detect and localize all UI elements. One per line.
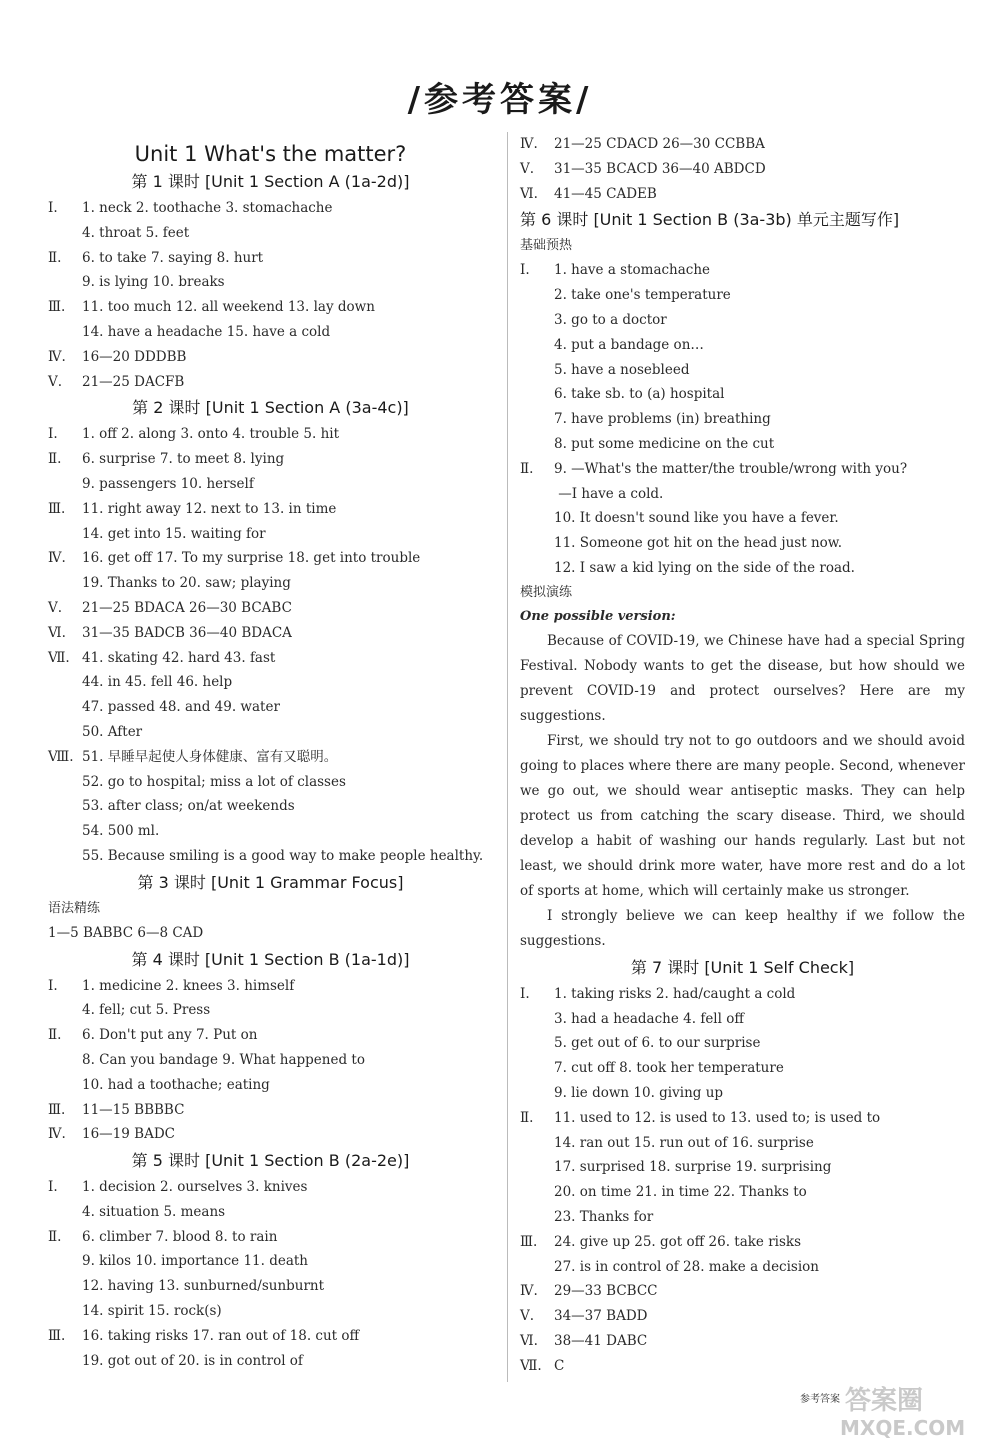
answer-row (520, 1056, 965, 1081)
answer-text: 21—25 BDACA 26—30 BCABC (82, 599, 292, 616)
answer-text: 44. in 45. fell 46. help (82, 674, 233, 691)
watermark-url: MXQE.COM (840, 1416, 966, 1440)
answer-row (48, 522, 493, 547)
section-mark: Ⅵ. (520, 1332, 538, 1349)
section-mark: Ⅰ. (520, 262, 530, 279)
answer-row (48, 794, 493, 819)
answer-row (520, 457, 965, 482)
answer-text: 31—35 BCACD 36—40 ABDCD (554, 160, 766, 177)
section-mark: Ⅰ. (48, 426, 58, 443)
answer-text: 11. too much 12. all weekend 13. lay down (82, 299, 375, 316)
answer-row (520, 1180, 965, 1205)
answer-text: 53. after class; on/at weekends (82, 798, 295, 815)
answer-row (520, 382, 965, 407)
answer-text: 1. neck 2. toothache 3. stomachache (82, 200, 333, 216)
answer-row (48, 1349, 493, 1374)
answer-text: 14. spirit 15. rock(s) (82, 1303, 222, 1320)
section-mark: Ⅶ. (48, 649, 70, 666)
section-mark: Ⅱ. (520, 460, 534, 477)
answer-row (48, 1324, 493, 1349)
answer-row (48, 1225, 493, 1250)
answer-text: 24. give up 25. got off 26. take risks (554, 1233, 802, 1250)
lesson-title: 第 6 课时 [Unit 1 Section B (3a-3b) 单元主题写作] (520, 210, 900, 230)
section-mark: Ⅳ. (48, 550, 66, 567)
answer-row (48, 621, 493, 646)
answer-text: 5. have a nosebleed (554, 361, 690, 378)
answer-text: 3. had a headache 4. fell off (554, 1010, 744, 1027)
answer-row (520, 1304, 965, 1329)
section-mark: Ⅴ. (48, 373, 63, 390)
answer-row (520, 407, 965, 432)
lesson-title: 第 1 课时 [Unit 1 Section A (1a-2d)] (131, 172, 410, 191)
answer-text: 8. put some medicine on the cut (554, 435, 775, 452)
answer-text: 23. Thanks for (554, 1208, 654, 1225)
section-mark: Ⅵ. (520, 185, 538, 202)
answer-text: 9. passengers 10. herself (82, 475, 254, 492)
section-mark: Ⅰ. (48, 1179, 58, 1196)
lesson-title: 第 2 课时 [Unit 1 Section A (3a-4c)] (132, 398, 409, 418)
section-mark: Ⅳ. (48, 348, 66, 365)
section-mark: Ⅷ. (48, 748, 74, 765)
essay-paragraph: Because of COVID-19, we Chinese have had a special Spring Festival. Nobody wants to get the disease, but how should we prevent COVID-19 and protect ourselves? Here are my suggestions. (520, 632, 965, 724)
answer-text: 16—19 BADC (82, 1126, 175, 1143)
version-label: One possible version: (520, 608, 676, 624)
answer-text: 55. Because smiling is a good way to make people healthy. (82, 847, 484, 864)
answer-text: 50. After (82, 723, 143, 740)
answer-text: 21—25 CDACD 26—30 CCBBA (554, 136, 765, 152)
answer-text: 6. take sb. to (a) hospital (554, 386, 725, 403)
answer-text: 11. Someone got hit on the head just now. (554, 535, 843, 552)
answer-row (520, 333, 965, 358)
section-mark: Ⅱ. (48, 451, 62, 468)
answer-row (48, 497, 493, 522)
answer-text: 54. 500 ml. (82, 823, 160, 840)
answer-row (520, 358, 965, 383)
answer-row (48, 998, 493, 1023)
answer-text: 11—15 BBBBC (82, 1101, 185, 1118)
answer-row (48, 270, 493, 295)
answer-row (520, 258, 965, 283)
answer-row (520, 283, 965, 308)
answer-text: 27. is in control of 28. make a decision (554, 1258, 820, 1275)
answer-row (520, 432, 965, 457)
subsection-label: 语法精练 (48, 900, 101, 916)
answer-row (48, 1200, 493, 1225)
answer-text: 1. decision 2. ourselves 3. knives (82, 1179, 308, 1196)
answer-text: 1. have a stomachache (554, 262, 711, 279)
answer-row (48, 745, 493, 770)
section-mark: Ⅴ. (520, 1308, 535, 1325)
answer-row (520, 1329, 965, 1354)
answer-text: 41. skating 42. hard 43. fast (82, 649, 276, 666)
lesson-title: 第 5 课时 [Unit 1 Section B (2a-2e)] (131, 1151, 410, 1171)
unit-title: Unit 1 What's the matter? (134, 142, 407, 166)
answer-text: 9. kilos 10. importance 11. death (82, 1253, 309, 1270)
answer-text: 34—37 BADD (554, 1308, 648, 1325)
answer-row (520, 1106, 965, 1131)
answer-row (48, 1023, 493, 1048)
section-mark: Ⅲ. (48, 1327, 66, 1344)
answer-text: 9. is lying 10. breaks (82, 274, 225, 291)
section-mark: Ⅱ. (48, 1027, 62, 1044)
answer-row (48, 1048, 493, 1073)
answer-text: 29—33 BCBCC (554, 1283, 658, 1300)
answer-text: 14. get into 15. waiting for (82, 525, 266, 542)
answer-row (48, 819, 493, 844)
answer-row (48, 596, 493, 621)
answer-text: 38—41 DABC (554, 1332, 648, 1349)
answer-row (520, 982, 965, 1007)
section-mark: Ⅲ. (520, 1233, 538, 1250)
answer-row: 1—5 BABBC 6—8 CAD (48, 924, 204, 941)
left-column (48, 132, 493, 1373)
answer-row (520, 482, 965, 507)
lesson-title: 第 4 课时 [Unit 1 Section B (1a-1d)] (131, 949, 410, 969)
answer-text: C (554, 1357, 565, 1374)
answer-text: 11. right away 12. next to 13. in time (82, 500, 337, 517)
answer-row (48, 320, 493, 345)
answer-text: 3. go to a doctor (554, 311, 667, 328)
answer-text: 6. surprise 7. to meet 8. lying (82, 451, 285, 468)
answer-text: 7. have problems (in) breathing (554, 411, 771, 428)
answer-row (520, 1155, 965, 1180)
answer-row (48, 720, 493, 745)
answer-row (48, 670, 493, 695)
section-mark: Ⅰ. (48, 200, 58, 216)
lesson-title: 第 3 课时 [Unit 1 Grammar Focus] (137, 872, 404, 892)
essay-paragraph: I strongly believe we can keep healthy if we follow the suggestions. (520, 907, 965, 949)
answer-text: 19. Thanks to 20. saw; playing (82, 575, 291, 592)
answer-text: 12. I saw a kid lying on the side of the road. (554, 559, 855, 576)
section-mark: Ⅳ. (520, 136, 538, 152)
answer-text: 41—45 CADEB (554, 185, 657, 202)
answer-row (48, 1299, 493, 1324)
answer-row (48, 974, 493, 999)
section-mark: Ⅰ. (520, 985, 530, 1002)
answer-row (520, 132, 965, 157)
answer-text: 47. passed 48. and 49. water (82, 699, 280, 716)
answer-row (520, 1205, 965, 1230)
answer-text: 12. having 13. sunburned/sunburnt (82, 1278, 325, 1295)
answer-row (48, 1122, 493, 1147)
answer-text: 4. fell; cut 5. Press (82, 1002, 211, 1019)
answer-row (48, 345, 493, 370)
answer-text: 9. —What's the matter/the trouble/wrong with you? (554, 460, 908, 477)
answer-text: 52. go to hospital; miss a lot of classes (82, 773, 346, 790)
answer-row (520, 531, 965, 556)
section-mark: Ⅵ. (48, 624, 66, 641)
answer-text: 14. have a headache 15. have a cold (82, 323, 331, 340)
answer-row (48, 1274, 493, 1299)
answer-row (520, 182, 965, 207)
section-mark: Ⅰ. (48, 977, 58, 994)
section-mark: Ⅶ. (520, 1357, 542, 1374)
answer-row (520, 506, 965, 531)
answer-row (48, 295, 493, 320)
answer-row (520, 1031, 965, 1056)
answer-row (48, 221, 493, 246)
section-mark: Ⅳ. (48, 1126, 66, 1143)
section-mark: Ⅲ. (48, 500, 66, 517)
answer-row (520, 1131, 965, 1156)
answer-row (48, 196, 493, 221)
answer-text: 4. put a bandage on… (554, 336, 704, 353)
answer-text: 1. taking risks 2. had/caught a cold (554, 985, 796, 1002)
answer-text: 14. ran out 15. run out of 16. surprise (554, 1134, 814, 1151)
answer-text: 6. Don't put any 7. Put on (82, 1027, 258, 1044)
answer-row (520, 1354, 965, 1379)
answer-text: 51. 早睡早起使人身体健康、富有又聪明。 (82, 748, 338, 765)
answer-row (48, 646, 493, 671)
answer-row (48, 370, 493, 395)
answer-text: 17. surprised 18. surprise 19. surprising (554, 1159, 832, 1176)
answer-text: —I have a cold. (554, 485, 664, 502)
answer-text: 6. climber 7. blood 8. to rain (82, 1228, 278, 1245)
answer-text: 2. take one's temperature (554, 287, 731, 304)
answer-text: 10. It doesn't sound like you have a fever. (554, 510, 839, 527)
subsection-label: 基础预热 (520, 238, 573, 254)
answer-row (48, 770, 493, 795)
answer-text: 1. off 2. along 3. onto 4. trouble 5. hit (82, 426, 340, 443)
answer-text: 4. situation 5. means (82, 1203, 226, 1220)
answer-text: 1. medicine 2. knees 3. himself (82, 977, 295, 994)
answer-text: 31—35 BADCB 36—40 BDACA (82, 624, 292, 641)
watermark-logo: 答案圈 (845, 1386, 924, 1416)
right-column (520, 132, 965, 1379)
answer-text: 9. lie down 10. giving up (554, 1084, 724, 1101)
answer-text: 19. got out of 20. is in control of (82, 1352, 303, 1369)
answer-text: 16—20 DDDBB (82, 348, 187, 365)
answer-text: 7. cut off 8. took her temperature (554, 1060, 784, 1077)
subsection-label: 模拟演练 (520, 584, 573, 600)
answer-row (48, 422, 493, 447)
answer-row (520, 308, 965, 333)
answer-row (520, 1255, 965, 1280)
answer-row (520, 157, 965, 182)
answer-text: 10. had a toothache; eating (82, 1076, 270, 1093)
column-divider (507, 132, 508, 1382)
section-mark: Ⅲ. (48, 299, 66, 316)
section-mark: Ⅱ. (48, 249, 62, 266)
answer-row (48, 546, 493, 571)
answer-row (48, 1073, 493, 1098)
answer-row (48, 844, 493, 869)
section-mark: Ⅴ. (48, 599, 63, 616)
answer-row (520, 1007, 965, 1032)
answer-text: 11. used to 12. is used to 13. used to; is used to (554, 1109, 881, 1126)
answer-text: 6. to take 7. saying 8. hurt (82, 249, 264, 266)
section-mark: Ⅳ. (520, 1283, 538, 1300)
answer-row (520, 1230, 965, 1255)
answer-row (520, 1081, 965, 1106)
answer-text: 21—25 DACFB (82, 373, 185, 390)
answer-row (48, 246, 493, 271)
answer-row (48, 695, 493, 720)
answer-row (48, 472, 493, 497)
answer-text: 16. taking risks 17. ran out of 18. cut off (82, 1327, 360, 1344)
section-mark: Ⅱ. (520, 1109, 534, 1126)
answer-row (520, 1279, 965, 1304)
answer-text: 20. on time 21. in time 22. Thanks to (554, 1184, 807, 1201)
lesson-title: 第 7 课时 [Unit 1 Self Check] (630, 957, 855, 977)
answer-row (48, 1098, 493, 1123)
section-mark: Ⅲ. (48, 1101, 66, 1118)
answer-text: 4. throat 5. feet (82, 224, 190, 241)
answer-text: 8. Can you bandage 9. What happened to (82, 1051, 365, 1068)
answer-text: 5. get out of 6. to our surprise (554, 1035, 761, 1052)
essay-paragraph: First, we should try not to go outdoors and we should avoid going to places where there are many people. Second, whenever we go out, we should wear antiseptic masks. They can help protect us from catching the scary disease. Third, we should develop a habit of washing our hands regularly. Last but not least, we should drink more water, have more rest and do a lot of sports at home, which will certainly make us stronger. (520, 732, 965, 899)
answer-text: 16. get off 17. To my surprise 18. get into trouble (82, 550, 421, 567)
section-mark: Ⅱ. (48, 1228, 62, 1245)
answer-row (48, 1175, 493, 1200)
page-title: /参考答案/ (407, 80, 593, 120)
answer-row (48, 447, 493, 472)
answer-row (520, 556, 965, 581)
footer-label: 参考答案 (800, 1394, 840, 1405)
section-mark: Ⅴ. (520, 160, 535, 177)
answer-row (48, 1249, 493, 1274)
answer-row (48, 571, 493, 596)
